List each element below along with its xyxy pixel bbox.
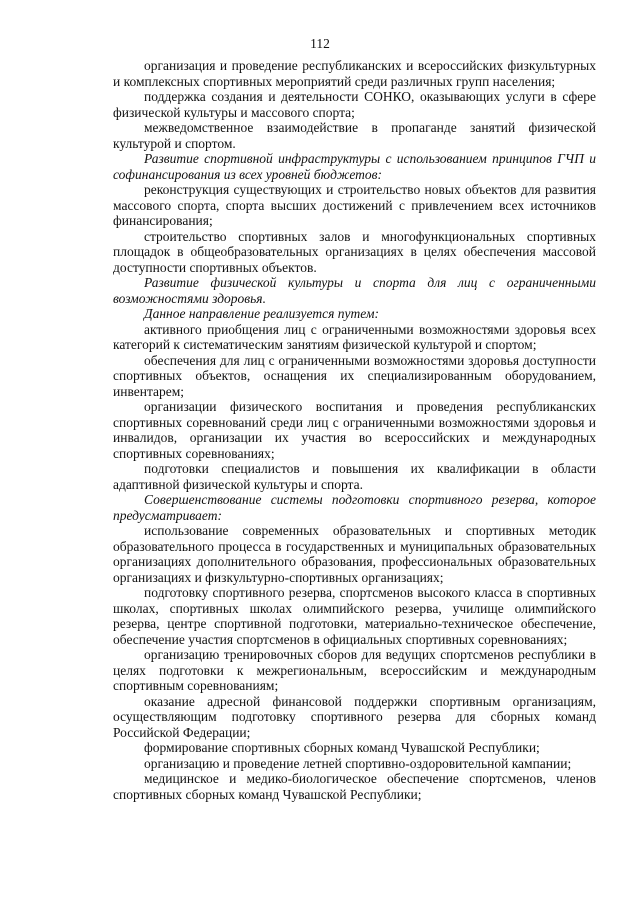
paragraph: использование современных образовательных и спортивных методик образовательного процесса в государственных и муниципальных образовательных организациях дополнительного образования, профессиональных образовательных организациях и физкультурно-спортивных организациях; (113, 523, 596, 585)
paragraph: реконструкция существующих и строительство новых объектов для развития массового спорта, спорта высших достижений с привлечением всех источников финансирования; (113, 182, 596, 228)
section-heading: Развитие спортивной инфраструктуры с использованием принципов ГЧП и софинансирования из всех уровней бюджетов: (113, 151, 596, 182)
section-heading: Совершенствование системы подготовки спортивного резерва, которое предусматривает: (113, 492, 596, 523)
paragraph: формирование спортивных сборных команд Чувашской Республики; (144, 740, 540, 755)
paragraph: подготовки специалистов и повышения их квалификации в области адаптивной физической культуры и спорта. (113, 461, 596, 492)
paragraph: обеспечения для лиц с ограниченными возможностями здоровья доступности спортивных объектов, оснащения их специализированным оборудованием, инвентарем; (113, 352, 596, 399)
paragraph: организацию и проведение летней спортивно-оздоровительной кампании; (144, 755, 572, 771)
paragraph: организацию тренировочных сборов для ведущих спортсменов республики в целях подготовки к межрегиональным, всероссийским и международным спортивным соревнованиям; (113, 647, 596, 693)
paragraph: подготовку спортивного резерва, спортсменов высокого класса в спортивных школах, спортивных школах олимпийского резерва, училище олимпийского резерва, центре спортивной подготовки, материально-техническое обеспечение, обеспечение участия спортсменов в официальных спортивных соревнованиях; (113, 585, 596, 647)
document-body (113, 58, 596, 802)
paragraph: активного приобщения лиц с ограниченными возможностями здоровья всех категорий к систематическим занятиям физической культурой и спортом; (113, 321, 596, 352)
paragraph: организация и проведение республиканских и всероссийских физкультурных и комплексных спортивных мероприятий среди различных групп населения; (113, 58, 596, 89)
section-heading: Данное направление реализуется путем: (144, 306, 380, 321)
paragraph: организации физического воспитания и проведения республиканских спортивных соревнований среди лиц с ограниченными возможностями здоровья и инвалидов, организации их участия во всероссийских и международных спортивных соревнованиях; (113, 399, 596, 461)
page-number: 112 (310, 36, 330, 51)
section-heading: Развитие физической культуры и спорта для лиц с ограниченными возможностями здоровья. (113, 275, 596, 306)
paragraph: строительство спортивных залов и многофункциональных спортивных площадок в общеобразовательных организациях в целях обеспечения массовой доступности спортивных объектов. (113, 228, 596, 275)
paragraph: поддержка создания и деятельности СОНКО, оказывающих услуги в сфере физической культуры и массового спорта; (113, 89, 596, 120)
paragraph: оказание адресной финансовой поддержки спортивным организациям, осуществляющим подготовку спортивного резерва для сборных команд Российской Федерации; (113, 693, 596, 740)
paragraph: медицинское и медико-биологическое обеспечение спортсменов, членов спортивных сборных команд Чувашской Республики; (113, 771, 596, 802)
paragraph: межведомственное взаимодействие в пропаганде занятий физической культурой и спортом. (113, 120, 596, 151)
